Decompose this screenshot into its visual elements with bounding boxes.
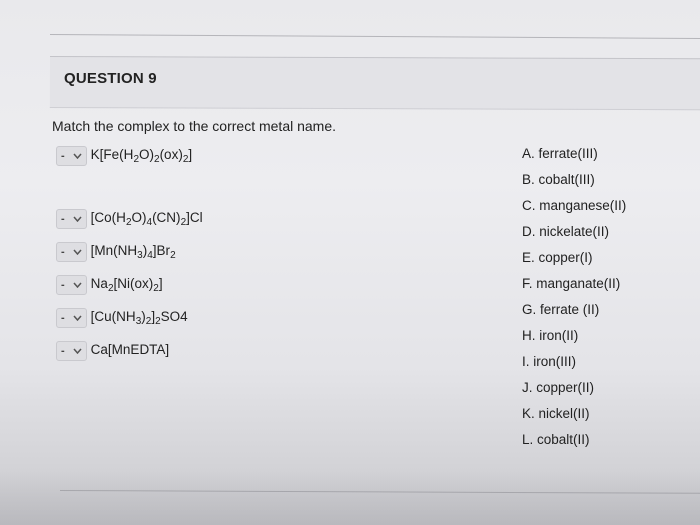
select-value: - — [61, 246, 65, 258]
match-row-4 — [56, 276, 163, 294]
complex-label-5: $[Cu(NH_3)_2]_2SO4$ — [90, 309, 188, 327]
answer-option: H. iron(II) — [522, 328, 579, 343]
match-row-3 — [56, 243, 176, 261]
complex-label-3: $[Mn(NH_3)_4]Br_2$ — [90, 243, 176, 261]
chevron-down-icon — [73, 315, 82, 321]
select-value: - — [61, 312, 65, 324]
question-prompt: Match the complex to the correct metal name. — [52, 118, 337, 134]
match-row-1 — [56, 147, 192, 165]
match-select-4[interactable] — [56, 275, 87, 295]
match-select-2[interactable] — [56, 209, 87, 229]
complex-label-2: $[Co(H_2O)_4(CN)_2]Cl$ — [90, 210, 203, 228]
complex-label-6: Ca[MnEDTA] — [90, 342, 170, 357]
complex-label-4: $Na_2[Ni(ox)_2]$ — [90, 276, 163, 294]
match-select-1[interactable] — [56, 146, 87, 166]
match-row-2 — [56, 210, 203, 228]
answer-option: B. cobalt(III) — [522, 172, 595, 187]
select-value: - — [61, 213, 65, 225]
top-divider — [50, 34, 700, 39]
photo-shadow — [0, 470, 700, 525]
chevron-down-icon — [73, 153, 82, 159]
match-select-6[interactable] — [56, 341, 87, 361]
answer-option: K. nickel(II) — [522, 406, 590, 421]
question-title: QUESTION 9 — [64, 70, 157, 87]
answer-option: C. manganese(II) — [522, 198, 627, 213]
complex-label-1: $K[Fe(H_2O)_2(ox)_2]$ — [90, 147, 193, 165]
match-select-5[interactable] — [56, 308, 87, 328]
answer-option: F. manganate(II) — [522, 276, 621, 291]
answer-option: E. copper(I) — [522, 250, 593, 265]
answer-option: I. iron(III) — [522, 354, 577, 369]
match-select-3[interactable] — [56, 242, 87, 262]
match-row-6 — [56, 342, 169, 360]
select-value: - — [61, 150, 65, 162]
chevron-down-icon — [73, 216, 82, 222]
answer-option: D. nickelate(II) — [522, 224, 610, 239]
answer-option: G. ferrate (II) — [522, 302, 600, 317]
chevron-down-icon — [73, 282, 82, 288]
answer-option: A. ferrate(III) — [522, 146, 598, 161]
answer-option: L. cobalt(II) — [522, 432, 590, 447]
select-value: - — [61, 279, 65, 291]
select-value: - — [61, 345, 65, 357]
match-row-5 — [56, 309, 188, 327]
chevron-down-icon — [73, 249, 82, 255]
chevron-down-icon — [73, 348, 82, 354]
answer-option: J. copper(II) — [522, 380, 595, 395]
